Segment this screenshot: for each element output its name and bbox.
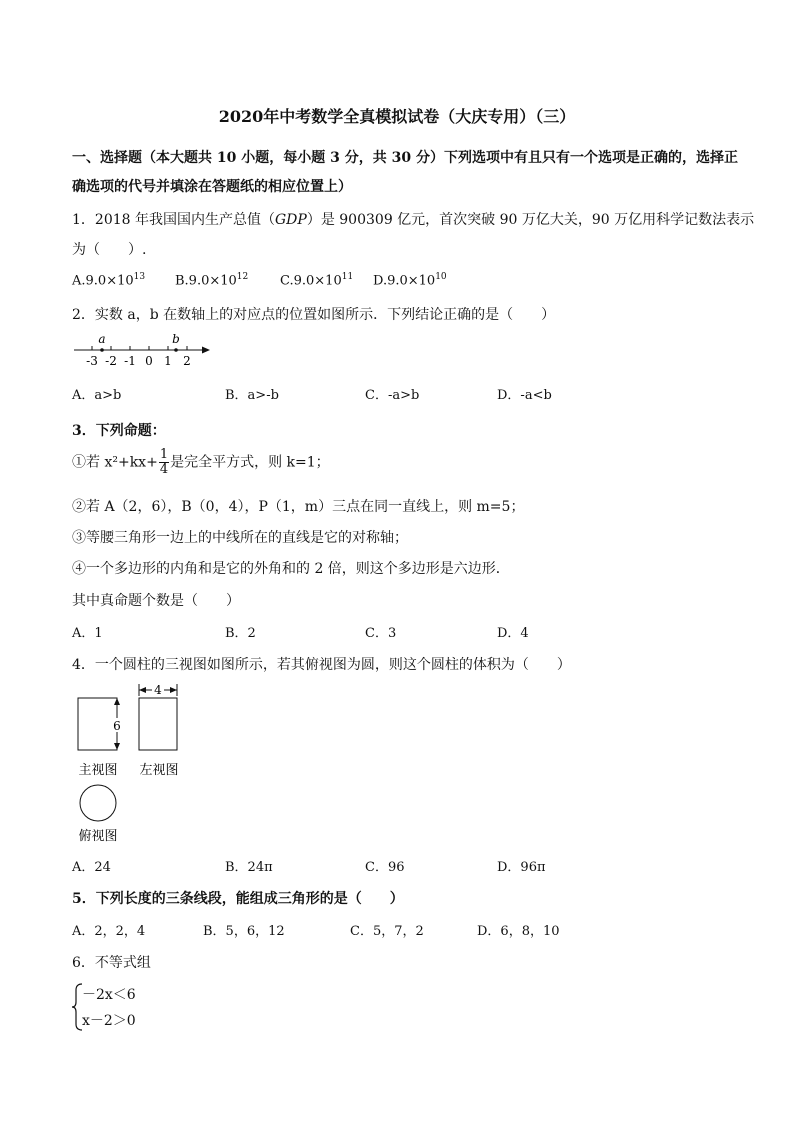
q1-option-d[interactable]: $D.9.0\times 10^{10}$ (373, 272, 447, 289)
q1-option-c[interactable]: $C.9.0\times 10^{11}$ (280, 272, 354, 289)
point-a (100, 348, 104, 352)
question-3-stem: 3．下列命题： (72, 423, 166, 439)
q4-option-b[interactable]: B．24π (225, 860, 273, 875)
label-a: a (98, 332, 106, 346)
tick-label-1: 1 (164, 354, 172, 368)
question-5-text: 5．下列长度的三条线段，能组成三角形的是（ ） (72, 891, 404, 907)
section-header-line1: 一、选择题（本大题共 10 小题，每小题 3 分，共 30 分）下列选项中有且只有一个选项是正确的，选择正 (72, 150, 738, 166)
front-view-label: 主视图 (78, 763, 118, 778)
left-view-label: 左视图 (139, 763, 179, 778)
q4-option-c[interactable]: C．96 (365, 860, 405, 875)
question-2-text: 2．实数 a，b 在数轴上的对应点的位置如图所示．下列结论正确的是（ ） (72, 307, 556, 323)
q3-option-a[interactable]: A．1 (72, 626, 103, 641)
label-b: b (172, 332, 180, 346)
q1-option-b[interactable]: $B.9.0\times 10^{12}$ (175, 272, 249, 289)
q3-option-b[interactable]: B．2 (225, 626, 256, 641)
gdp-term: GDP (275, 212, 307, 228)
q3-option-d[interactable]: D．4 (497, 626, 529, 641)
q2-option-b[interactable]: B．a>-b (225, 388, 279, 403)
width-arrow-left (139, 687, 146, 693)
q5-option-c[interactable]: C．5，7，2 (350, 924, 424, 939)
inequality-1: －2x＜6 (82, 987, 136, 1003)
inequality-2: x－2＞0 (82, 1013, 136, 1029)
tick-label-neg3: -3 (86, 354, 98, 368)
question-3-prompt: 其中真命题个数是（ ） (72, 593, 240, 609)
tick-label-0: 0 (145, 354, 153, 368)
question-6-text: 6．不等式组 (72, 955, 151, 971)
three-views-figure (70, 680, 200, 848)
tick-label-neg2: -2 (105, 354, 117, 368)
number-line-arrow (202, 347, 210, 354)
question-1-text-a: 1．2018 年我国国内生产总值（ (72, 212, 275, 228)
width-label: 4 (154, 683, 162, 697)
number-line-figure (70, 330, 220, 370)
item1-text-a: ①若 x²+kx+ (72, 454, 158, 471)
point-b (174, 348, 178, 352)
question-3-item2: ②若 A（2，6），B（0，4），P（1，m）三点在同一直线上，则 m=5； (72, 499, 525, 515)
question-4-text: 4．一个圆柱的三视图如图所示，若其俯视图为圆，则这个圆柱的体积为（ ） (72, 657, 571, 673)
question-1-line2: 为（ ）. (72, 242, 147, 258)
height-arrow-bottom (114, 743, 120, 750)
tick-label-2: 2 (183, 354, 191, 368)
section-header-line2: 确选项的代号并填涂在答题纸的相应位置上） (72, 179, 352, 195)
q4-option-a[interactable]: A．24 (72, 860, 111, 875)
q5-option-d[interactable]: D．6，8，10 (477, 924, 560, 939)
question-3-item4: ④一个多边形的内角和是它的外角和的 2 倍，则这个多边形是六边形． (72, 561, 510, 577)
page-title: 2020年中考数学全真模拟试卷（大庆专用）（三） (218, 107, 576, 126)
top-view-label: 俯视图 (78, 829, 118, 844)
q2-option-a[interactable]: A．a>b (72, 388, 122, 403)
q4-option-d[interactable]: D．96π (497, 860, 546, 875)
q1-option-a[interactable]: $A.9.0\times 10^{13}$ (72, 272, 146, 289)
question-1-line1 (72, 209, 754, 229)
q2-option-c[interactable]: C．-a>b (365, 388, 420, 403)
height-label: 6 (113, 719, 121, 733)
question-1-text-b: ）是 900309 亿元，首次突破 90 万亿大关，90 万亿用科学记数法表示 (306, 212, 755, 228)
width-arrow-right (170, 687, 177, 693)
height-arrow-top (114, 698, 120, 705)
question-3-item3: ③等腰三角形一边上的中线所在的直线是它的对称轴； (72, 530, 408, 546)
q2-option-d[interactable]: D．-a<b (497, 388, 552, 403)
left-view-rect (139, 698, 177, 750)
q3-option-c[interactable]: C．3 (365, 626, 397, 641)
q5-option-b[interactable]: B．5，6，12 (203, 924, 285, 939)
item1-text-b: 是完全平方式，则 k=1； (170, 454, 330, 471)
fraction-one-quarter: $\frac{1}{4}$ (159, 447, 169, 477)
tick-label-neg1: -1 (124, 354, 136, 368)
top-view-circle (80, 785, 116, 821)
q5-option-a[interactable]: A．2，2，4 (72, 924, 146, 939)
question-3-item1 (72, 448, 330, 477)
